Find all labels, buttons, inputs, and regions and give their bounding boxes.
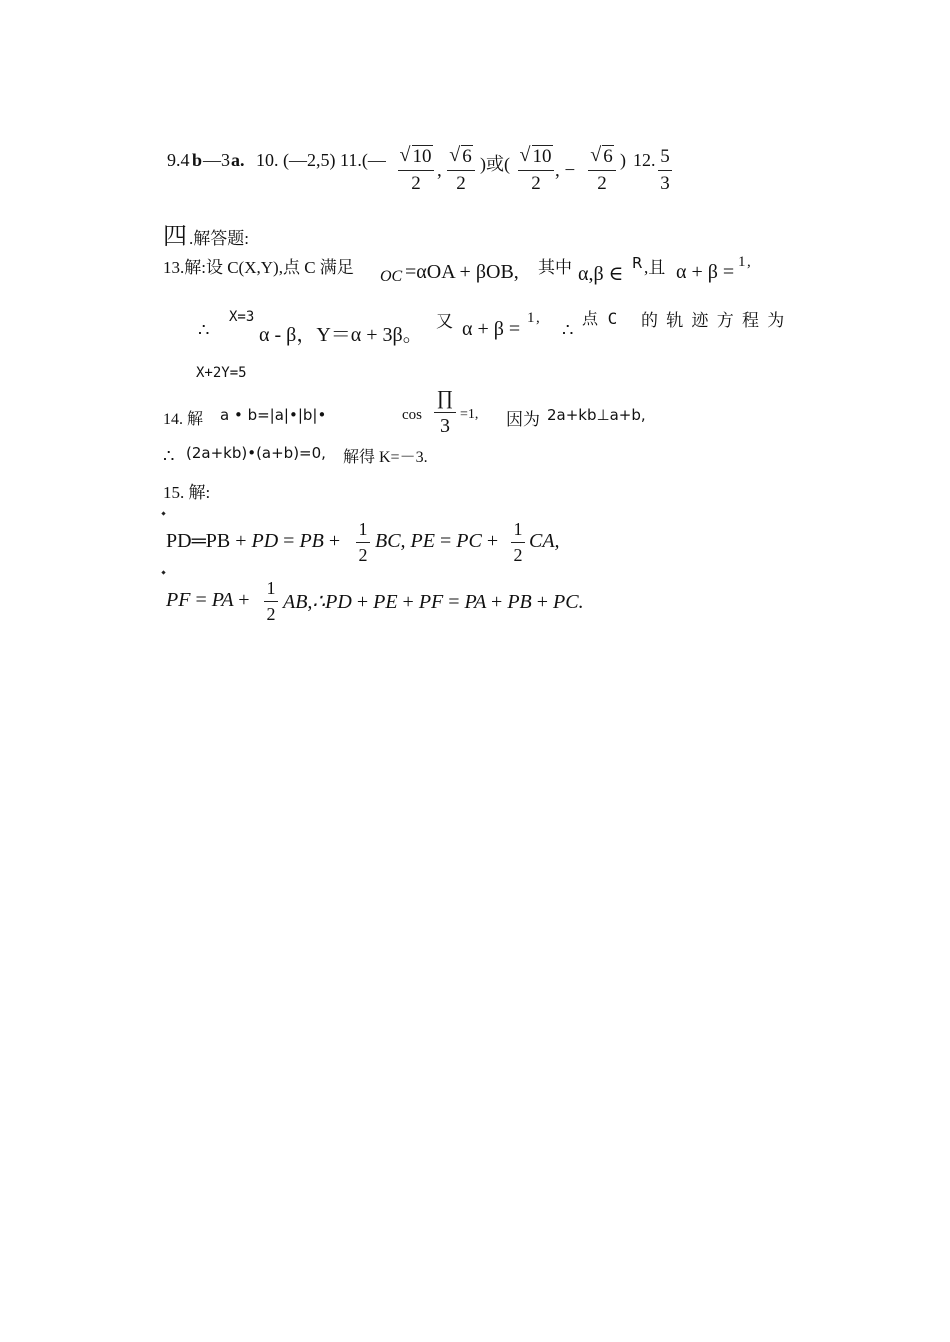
- vector-mark-2: [161, 570, 165, 574]
- q15-line1-b: BC, PE = PC +: [375, 530, 499, 552]
- fraction-sqrt6-over-2: √ 6 2: [447, 146, 475, 195]
- q13-alpha-beta-in: α,β ∈: [578, 263, 624, 285]
- q15-line1-c: CA,: [529, 530, 560, 552]
- q13-one2: 1: [527, 310, 535, 326]
- q14-line2-expr: (2a+kb)•(a+b)=0,: [186, 444, 326, 462]
- q13-comma2: ,: [536, 310, 540, 326]
- q13-expression: =αOA + βOB,: [405, 261, 519, 283]
- close-paren: ): [620, 150, 626, 170]
- section-heading-four: 四: [163, 224, 187, 250]
- q13-locus-text: 的 轨 迹 方 程 为: [641, 311, 787, 330]
- q13-also: 又: [436, 312, 453, 331]
- or-text: )或(: [480, 154, 510, 174]
- q13-alpha-beta-expr: α - β，Y＝α + 3β。: [259, 324, 423, 346]
- q14-prefix: 14. 解: [163, 411, 204, 428]
- q14-eq1: =1,: [460, 407, 479, 422]
- fraction-sqrt6-over-2-b: √ 6 2: [588, 146, 616, 195]
- q13-point-c: 点 C: [582, 309, 618, 328]
- fraction-pi-over-3: ∏ 3: [434, 387, 456, 438]
- q13-prefix: 13.解:设 C(X,Y),点 C 满足: [163, 258, 354, 277]
- answer-12-label: 12.: [633, 150, 656, 170]
- therefore-symbol-3: ∴: [163, 446, 175, 466]
- vector-oc: OC: [380, 268, 403, 285]
- answer-9-prefix: 9.4: [167, 150, 190, 170]
- q14-solve: 解得 K=－3.: [343, 449, 428, 466]
- q13-real-set: R: [632, 254, 643, 272]
- fraction-sqrt10-over-2: √ 10 2: [398, 146, 434, 195]
- q13-x-eq: X=3: [229, 309, 255, 325]
- fraction-half-1: 1 2: [356, 519, 370, 566]
- answer-9-a: a.: [231, 150, 245, 170]
- fraction-half-2: 1 2: [511, 519, 525, 566]
- q14-because: 因为: [506, 410, 540, 429]
- q13-one: 1: [738, 254, 746, 270]
- therefore-symbol: ∴: [198, 320, 210, 340]
- fraction-half-3: 1 2: [264, 578, 278, 625]
- q13-and: ,且: [644, 258, 666, 277]
- q14-cos: cos: [402, 407, 422, 423]
- vector-mark: [161, 511, 165, 515]
- q14-condition: 2a+kb⊥a+b,: [547, 406, 646, 424]
- q15-line2-b: AB,∴PD + PE + PF = PA + PB + PC.: [283, 591, 584, 613]
- q13-comma: ,: [747, 254, 751, 270]
- answer-10-11: 10. (—2,5) 11.(—: [256, 150, 386, 170]
- fraction-sqrt10-over-2-b: √ 10 2: [518, 146, 554, 195]
- q14-lhs: a • b=|a|•|b|•: [220, 406, 327, 424]
- q15-line1: PD═PB + PD = PB +: [166, 530, 341, 552]
- q15-prefix: 15. 解:: [163, 483, 211, 502]
- q13-sum2: α + β =: [462, 318, 521, 340]
- answer-9-minus3: —3: [203, 150, 230, 170]
- q15-line2: PF = PA +: [166, 589, 250, 611]
- comma: ,: [437, 160, 442, 181]
- section-heading-label: .解答题:: [189, 229, 249, 248]
- fraction-5-over-3: 5 3: [658, 146, 672, 195]
- comma-minus: , −: [555, 160, 576, 181]
- answer-9-b: b: [192, 150, 203, 170]
- therefore-symbol-2: ∴: [562, 320, 574, 340]
- q13-sum: α + β =: [676, 261, 735, 283]
- q13-result: X+2Y=5: [196, 365, 247, 381]
- q13-where: 其中: [538, 258, 572, 277]
